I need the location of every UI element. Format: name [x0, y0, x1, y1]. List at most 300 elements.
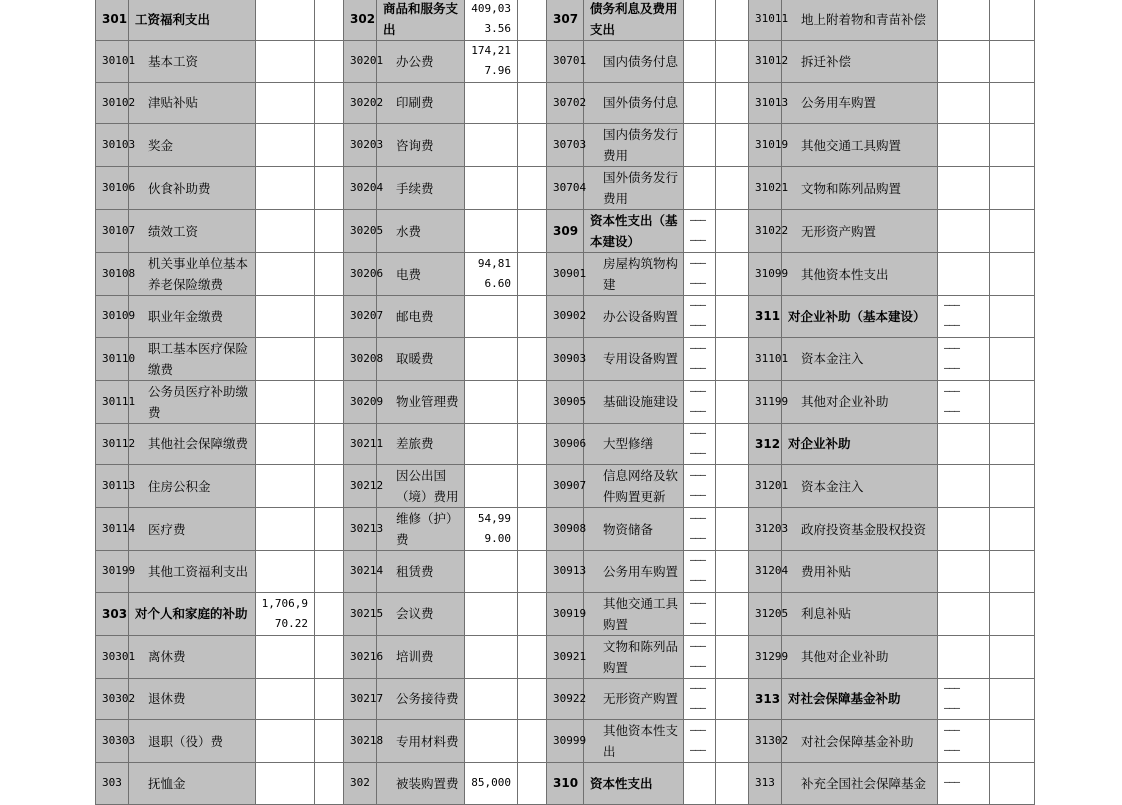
item-amount-empty	[256, 763, 315, 805]
item-code: 30901	[547, 253, 584, 296]
extra-cell	[716, 592, 749, 635]
item-name: 奖金	[129, 124, 256, 167]
not-applicable-mark: ——— ———	[684, 678, 716, 720]
item-amount-empty	[465, 720, 518, 763]
item-name: 政府投资基金股权投资	[782, 508, 938, 551]
item-amount-empty	[938, 0, 990, 41]
item-amount-empty	[256, 337, 315, 380]
item-name: 资本金注入	[782, 465, 938, 508]
item-name: 房屋构筑物构建	[584, 253, 684, 296]
item-code: 30218	[344, 720, 377, 763]
table-row	[96, 210, 1035, 253]
item-amount-empty	[256, 635, 315, 678]
item-name: 基本工资	[129, 41, 256, 83]
extra-cell	[518, 337, 547, 380]
item-name: 培训费	[377, 635, 465, 678]
item-name: 利息补贴	[782, 592, 938, 635]
item-code: 30101	[96, 41, 129, 83]
item-code: 31012	[749, 41, 782, 83]
item-name: 津贴补贴	[129, 82, 256, 124]
item-name: 职工基本医疗保险缴费	[129, 337, 256, 380]
item-name: 其他资本性支出	[584, 720, 684, 763]
item-code: 30206	[344, 253, 377, 296]
table-row	[96, 0, 1035, 41]
item-name: 被装购置费	[377, 763, 465, 805]
item-amount-empty	[256, 82, 315, 124]
item-code: 30703	[547, 124, 584, 167]
extra-cell	[315, 380, 344, 423]
item-name: 对个人和家庭的补助	[129, 592, 256, 635]
extra-cell	[990, 720, 1035, 763]
item-code: 30107	[96, 210, 129, 253]
item-code: 30903	[547, 337, 584, 380]
not-applicable-mark: ——— ———	[684, 210, 716, 253]
item-amount: 94,816.60	[465, 253, 518, 296]
item-code: 30214	[344, 551, 377, 593]
table-row	[96, 763, 1035, 805]
item-code: 301	[96, 0, 129, 41]
extra-cell	[518, 551, 547, 593]
item-name: 公务用车购置	[782, 82, 938, 124]
extra-cell	[518, 465, 547, 508]
item-name: 资本金注入	[782, 337, 938, 380]
item-code: 31013	[749, 82, 782, 124]
item-name: 物资储备	[584, 508, 684, 551]
item-name: 退职（役）费	[129, 720, 256, 763]
item-amount-empty	[465, 380, 518, 423]
extra-cell	[518, 678, 547, 720]
extra-cell	[518, 380, 547, 423]
not-applicable-mark: ——— ———	[684, 592, 716, 635]
extra-cell	[518, 635, 547, 678]
extra-cell	[990, 296, 1035, 338]
item-code: 310	[547, 763, 584, 805]
item-name: 印刷费	[377, 82, 465, 124]
item-amount-empty	[938, 253, 990, 296]
extra-cell	[990, 465, 1035, 508]
item-amount-empty	[256, 380, 315, 423]
not-applicable-mark: ——— ———	[684, 508, 716, 551]
extra-cell	[990, 763, 1035, 805]
item-amount-empty	[938, 210, 990, 253]
item-name: 对社会保障基金补助	[782, 720, 938, 763]
item-code: 30199	[96, 551, 129, 593]
table-body	[96, 0, 1035, 804]
item-code: 30106	[96, 167, 129, 210]
extra-cell	[716, 635, 749, 678]
item-code: 30204	[344, 167, 377, 210]
not-applicable-mark: ——— ———	[938, 678, 990, 720]
extra-cell	[716, 763, 749, 805]
extra-cell	[990, 380, 1035, 423]
item-code: 31201	[749, 465, 782, 508]
item-name: 文物和陈列品购置	[782, 167, 938, 210]
item-code: 311	[749, 296, 782, 338]
item-code: 302	[344, 763, 377, 805]
item-name: 维修（护）费	[377, 508, 465, 551]
item-amount-empty	[684, 124, 716, 167]
item-code: 30215	[344, 592, 377, 635]
item-name: 伙食补助费	[129, 167, 256, 210]
table-row	[96, 465, 1035, 508]
item-code: 30202	[344, 82, 377, 124]
budget-expenditure-table	[95, 0, 1034, 793]
item-amount-empty	[465, 167, 518, 210]
extra-cell	[518, 423, 547, 465]
table-row	[96, 253, 1035, 296]
table-row	[96, 296, 1035, 338]
not-applicable-mark: ——— ———	[938, 380, 990, 423]
item-code: 31011	[749, 0, 782, 41]
item-name: 公务用车购置	[584, 551, 684, 593]
not-applicable-mark: ——— ———	[938, 337, 990, 380]
item-name: 其他工资福利支出	[129, 551, 256, 593]
item-amount-empty	[938, 465, 990, 508]
item-amount-empty	[256, 720, 315, 763]
extra-cell	[990, 210, 1035, 253]
item-code: 313	[749, 678, 782, 720]
extra-cell	[990, 124, 1035, 167]
extra-cell	[716, 678, 749, 720]
item-code: 30114	[96, 508, 129, 551]
extra-cell	[518, 508, 547, 551]
item-name: 医疗费	[129, 508, 256, 551]
table-row	[96, 551, 1035, 593]
item-code: 31019	[749, 124, 782, 167]
extra-cell	[716, 296, 749, 338]
item-code: 31101	[749, 337, 782, 380]
item-code: 30113	[96, 465, 129, 508]
item-code: 30919	[547, 592, 584, 635]
extra-cell	[315, 551, 344, 593]
extra-cell	[518, 210, 547, 253]
item-name: 公务接待费	[377, 678, 465, 720]
extra-cell	[716, 82, 749, 124]
item-name: 债务利息及费用支出	[584, 0, 684, 41]
item-amount-empty	[684, 763, 716, 805]
extra-cell	[315, 465, 344, 508]
item-code: 30905	[547, 380, 584, 423]
item-name: 其他社会保障缴费	[129, 423, 256, 465]
item-code: 30111	[96, 380, 129, 423]
extra-cell	[315, 592, 344, 635]
item-name: 专用材料费	[377, 720, 465, 763]
item-amount-empty	[938, 167, 990, 210]
not-applicable-mark: ——— ———	[684, 380, 716, 423]
item-code: 31099	[749, 253, 782, 296]
item-amount-empty	[938, 635, 990, 678]
extra-cell	[716, 380, 749, 423]
item-code: 30913	[547, 551, 584, 593]
extra-cell	[518, 82, 547, 124]
item-code: 31204	[749, 551, 782, 593]
not-applicable-mark: ——— ———	[684, 720, 716, 763]
item-name: 差旅费	[377, 423, 465, 465]
extra-cell	[990, 253, 1035, 296]
item-name: 商品和服务支出	[377, 0, 465, 41]
item-code: 30921	[547, 635, 584, 678]
item-amount-empty	[938, 551, 990, 593]
item-name: 对企业补助（基本建设）	[782, 296, 938, 338]
not-applicable-mark: ——— ———	[684, 296, 716, 338]
extra-cell	[315, 210, 344, 253]
item-name: 对企业补助	[782, 423, 938, 465]
item-name: 物业管理费	[377, 380, 465, 423]
extra-cell	[990, 551, 1035, 593]
not-applicable-mark: ——— ———	[938, 720, 990, 763]
item-name: 其他交通工具购置	[584, 592, 684, 635]
extra-cell	[315, 124, 344, 167]
not-applicable-mark: ——— ———	[684, 253, 716, 296]
not-applicable-mark: ——— ———	[684, 551, 716, 593]
item-name: 国内债务付息	[584, 41, 684, 83]
item-name: 住房公积金	[129, 465, 256, 508]
item-amount-empty	[256, 678, 315, 720]
item-name: 其他交通工具购置	[782, 124, 938, 167]
extra-cell	[315, 0, 344, 41]
extra-cell	[518, 0, 547, 41]
extra-cell	[990, 635, 1035, 678]
item-name: 其他对企业补助	[782, 635, 938, 678]
item-code: 30216	[344, 635, 377, 678]
table-row	[96, 82, 1035, 124]
extra-cell	[518, 296, 547, 338]
item-code: 30201	[344, 41, 377, 83]
table-row	[96, 423, 1035, 465]
item-code: 30211	[344, 423, 377, 465]
item-name: 抚恤金	[129, 763, 256, 805]
item-code: 30701	[547, 41, 584, 83]
item-code: 31021	[749, 167, 782, 210]
item-code: 31203	[749, 508, 782, 551]
item-amount-empty	[256, 0, 315, 41]
item-name: 无形资产购置	[584, 678, 684, 720]
extra-cell	[716, 337, 749, 380]
item-name: 因公出国（境）费用	[377, 465, 465, 508]
item-amount-empty	[256, 253, 315, 296]
item-code: 31205	[749, 592, 782, 635]
extra-cell	[315, 296, 344, 338]
not-applicable-mark: ——— ———	[684, 423, 716, 465]
item-name: 职业年金缴费	[129, 296, 256, 338]
item-amount-empty	[256, 465, 315, 508]
extra-cell	[716, 167, 749, 210]
item-name: 资本性支出（基本建设）	[584, 210, 684, 253]
item-name: 退休费	[129, 678, 256, 720]
item-amount: 409,033.56	[465, 0, 518, 41]
table-row	[96, 720, 1035, 763]
item-name: 专用设备购置	[584, 337, 684, 380]
item-name: 对社会保障基金补助	[782, 678, 938, 720]
item-code: 30205	[344, 210, 377, 253]
item-name: 电费	[377, 253, 465, 296]
item-code: 30213	[344, 508, 377, 551]
extra-cell	[315, 423, 344, 465]
extra-cell	[315, 678, 344, 720]
item-code: 30217	[344, 678, 377, 720]
item-name: 国内债务发行费用	[584, 124, 684, 167]
item-code: 302	[344, 0, 377, 41]
item-code: 30907	[547, 465, 584, 508]
item-code: 30301	[96, 635, 129, 678]
item-name: 会议费	[377, 592, 465, 635]
item-name: 工资福利支出	[129, 0, 256, 41]
extra-cell	[315, 41, 344, 83]
extra-cell	[716, 508, 749, 551]
item-amount-empty	[684, 41, 716, 83]
item-name: 邮电费	[377, 296, 465, 338]
item-name: 绩效工资	[129, 210, 256, 253]
item-name: 离休费	[129, 635, 256, 678]
item-amount-empty	[938, 508, 990, 551]
item-amount-empty	[684, 0, 716, 41]
item-amount-empty	[256, 423, 315, 465]
item-code: 30999	[547, 720, 584, 763]
item-amount: 174,217.96	[465, 41, 518, 83]
item-amount-empty	[465, 337, 518, 380]
table-row	[96, 337, 1035, 380]
item-name: 资本性支出	[584, 763, 684, 805]
item-amount-empty	[684, 82, 716, 124]
item-name: 取暖费	[377, 337, 465, 380]
item-code: 31199	[749, 380, 782, 423]
item-name: 其他资本性支出	[782, 253, 938, 296]
item-code: 30212	[344, 465, 377, 508]
item-code: 30109	[96, 296, 129, 338]
item-amount-empty	[938, 423, 990, 465]
item-code: 30110	[96, 337, 129, 380]
extra-cell	[990, 0, 1035, 41]
extra-cell	[518, 41, 547, 83]
item-amount-empty	[465, 592, 518, 635]
table-row	[96, 592, 1035, 635]
extra-cell	[990, 337, 1035, 380]
not-applicable-mark: ——— ———	[684, 337, 716, 380]
extra-cell	[315, 635, 344, 678]
item-code: 30702	[547, 82, 584, 124]
item-code: 30704	[547, 167, 584, 210]
item-name: 手续费	[377, 167, 465, 210]
item-amount-empty	[938, 124, 990, 167]
item-code: 30908	[547, 508, 584, 551]
item-amount-empty	[465, 635, 518, 678]
item-code: 30302	[96, 678, 129, 720]
item-amount-empty	[938, 592, 990, 635]
item-amount-empty	[256, 167, 315, 210]
item-amount-empty	[938, 41, 990, 83]
item-amount-empty	[256, 41, 315, 83]
table-row	[96, 678, 1035, 720]
item-name: 补充全国社会保障基金	[782, 763, 938, 805]
extra-cell	[716, 465, 749, 508]
table-row	[96, 124, 1035, 167]
item-amount-empty	[465, 124, 518, 167]
item-name: 文物和陈列品购置	[584, 635, 684, 678]
item-name: 咨询费	[377, 124, 465, 167]
table-row	[96, 380, 1035, 423]
economic-classification-table	[95, 0, 1035, 805]
item-amount-empty	[465, 296, 518, 338]
item-name: 办公设备购置	[584, 296, 684, 338]
not-applicable-mark: ——— ———	[684, 635, 716, 678]
extra-cell	[990, 41, 1035, 83]
item-name: 无形资产购置	[782, 210, 938, 253]
item-code: 31302	[749, 720, 782, 763]
item-code: 30303	[96, 720, 129, 763]
extra-cell	[716, 423, 749, 465]
extra-cell	[990, 82, 1035, 124]
item-amount: 85,000	[465, 763, 518, 805]
not-applicable-mark: ———	[938, 763, 990, 805]
extra-cell	[716, 0, 749, 41]
extra-cell	[315, 167, 344, 210]
item-code: 30103	[96, 124, 129, 167]
item-amount-empty	[256, 551, 315, 593]
item-name: 地上附着物和青苗补偿	[782, 0, 938, 41]
item-amount-empty	[938, 82, 990, 124]
item-code: 303	[96, 763, 129, 805]
item-name: 办公费	[377, 41, 465, 83]
item-name: 国外债务发行费用	[584, 167, 684, 210]
item-code: 30203	[344, 124, 377, 167]
item-code: 30208	[344, 337, 377, 380]
item-code: 30902	[547, 296, 584, 338]
item-code: 307	[547, 0, 584, 41]
item-name: 公务员医疗补助缴费	[129, 380, 256, 423]
item-name: 水费	[377, 210, 465, 253]
extra-cell	[990, 167, 1035, 210]
extra-cell	[518, 592, 547, 635]
table-row	[96, 635, 1035, 678]
table-row	[96, 41, 1035, 83]
item-code: 312	[749, 423, 782, 465]
extra-cell	[315, 508, 344, 551]
item-code: 31022	[749, 210, 782, 253]
extra-cell	[990, 678, 1035, 720]
extra-cell	[716, 551, 749, 593]
item-name: 费用补贴	[782, 551, 938, 593]
extra-cell	[518, 763, 547, 805]
item-amount: 1,706,970.22	[256, 592, 315, 635]
item-amount-empty	[256, 508, 315, 551]
extra-cell	[518, 253, 547, 296]
item-name: 租赁费	[377, 551, 465, 593]
item-name: 国外债务付息	[584, 82, 684, 124]
item-name: 拆迁补偿	[782, 41, 938, 83]
extra-cell	[315, 763, 344, 805]
item-amount-empty	[465, 551, 518, 593]
table-row	[96, 508, 1035, 551]
item-name: 信息网络及软件购置更新	[584, 465, 684, 508]
item-amount-empty	[465, 82, 518, 124]
item-code: 303	[96, 592, 129, 635]
item-code: 30102	[96, 82, 129, 124]
extra-cell	[315, 337, 344, 380]
item-name: 大型修缮	[584, 423, 684, 465]
extra-cell	[716, 210, 749, 253]
item-amount-empty	[465, 465, 518, 508]
item-code: 313	[749, 763, 782, 805]
item-amount-empty	[465, 678, 518, 720]
item-code: 30207	[344, 296, 377, 338]
extra-cell	[716, 41, 749, 83]
extra-cell	[990, 508, 1035, 551]
item-amount-empty	[465, 423, 518, 465]
item-code: 31299	[749, 635, 782, 678]
extra-cell	[518, 720, 547, 763]
extra-cell	[315, 720, 344, 763]
item-name: 基础设施建设	[584, 380, 684, 423]
